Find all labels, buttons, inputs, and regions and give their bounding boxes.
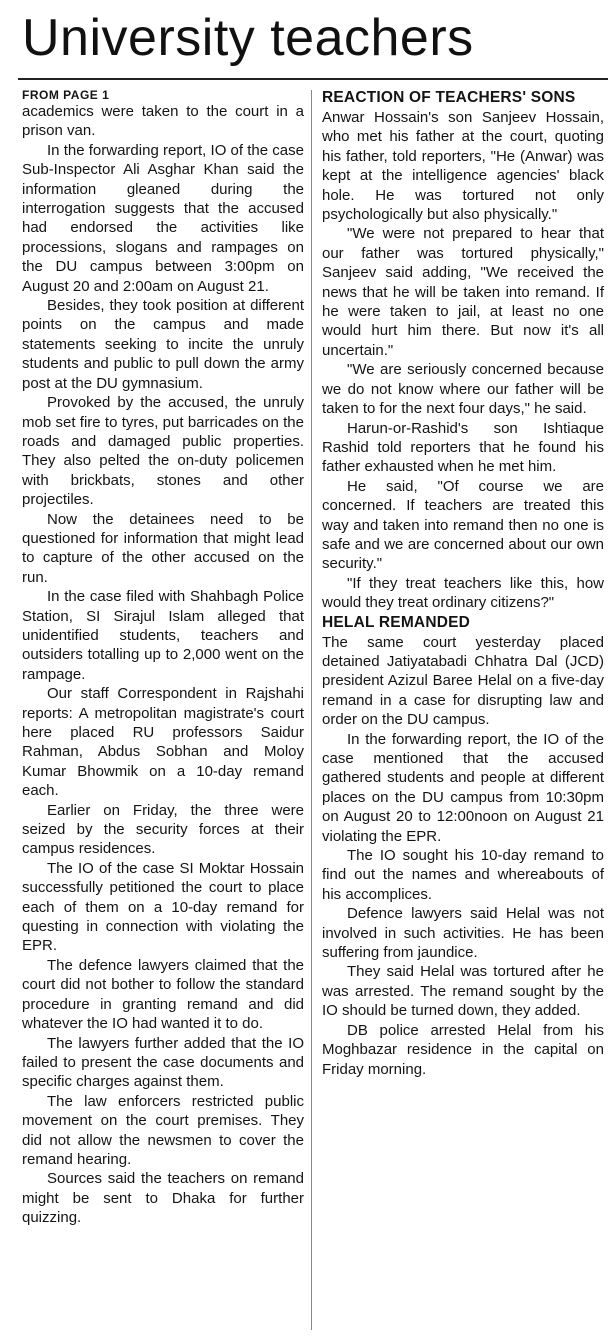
column-divider — [311, 90, 312, 1330]
paragraph: Our staff Correspondent in Rajshahi reports: A metropolitan magistrate's court here placed RU professors Saidur Rahman, Abdus Sobhan and Moloy Kumar Bhowmik on a 10-day remand each. — [22, 685, 304, 800]
paragraph: Now the detainees need to be questioned for information that might lead to capture of the other accused on the run. — [22, 510, 304, 586]
paragraph: "We were not prepared to hear that our father was tortured physically," Sanjeev said adding, "We received the news that he will be taken into remand. If he were taken to jail, at least no one would hurt him there. But now it's all uncertain." — [322, 225, 604, 359]
headline-rule — [18, 78, 608, 80]
paragraph: The lawyers further added that the IO failed to present the case documents and specific charges against them. — [22, 1034, 304, 1091]
paragraph: "We are seriously concerned because we do not know where our father will be taken to for the next four days," he said. — [322, 361, 604, 418]
paragraph: The defence lawyers claimed that the court did not bother to follow the standard procedure in granting remand and did whatever the IO had wanted it to do. — [22, 956, 304, 1033]
paragraph: academics were taken to the court in a prison van. — [22, 103, 304, 140]
paragraph: The IO sought his 10-day remand to find out the names and whereabouts of his accomplices. — [322, 847, 604, 903]
left-column — [22, 88, 304, 1228]
paragraph: "If they treat teachers like this, how would they treat ordinary citizens?" — [322, 574, 604, 612]
subheading-teachers-sons: REACTION OF TEACHERS' SONS — [322, 89, 576, 106]
paragraph: DB police arrested Helal from his Moghbazar residence in the capital on Friday morning. — [322, 1021, 604, 1078]
paragraph: Besides, they took position at different points on the campus and made statements seeking to incite the unruly students and public to pull down the army post at the DU gymnasium. — [22, 297, 304, 392]
paragraph: Harun-or-Rashid's son Ishtiaque Rashid told reporters that he found his father exhausted when he met him. — [322, 419, 604, 476]
paragraph: Earlier on Friday, the three were seized by the security forces at their campus residences. — [22, 801, 304, 858]
paragraph: In the forwarding report, IO of the case Sub-Inspector Ali Asghar Khan said the information gleaned during the interrogation suggests that the accused had endorsed the activities like processions, slogans and rampages on the DU campus between 3:00pm on August 20 and 2:00am on August 21. — [22, 141, 304, 295]
paragraph: The law enforcers restricted public movement on the court premises. They did not allow the newsmen to cover the remand hearing. — [22, 1092, 304, 1168]
paragraph: Anwar Hossain's son Sanjeev Hossain, who met his father at the court, quoting his father, told reporters, "He (Anwar) was kept at the intelligence agencies' black hole. He was tortured not only psychologically but also physically." — [322, 109, 604, 224]
paragraph: In the forwarding report, the IO of the case mentioned that the accused gathered students and people at different places on the DU campus from 10:30pm on August 20 to 12:00noon on August 21 violating the EPR. — [322, 730, 604, 845]
subheading-helal-remanded: HELAL REMANDED — [322, 613, 471, 631]
paragraph: Provoked by the accused, the unruly mob set fire to tyres, put barricades on the roads and damaged public properties. They also pelted the on-duty policemen with brickbats, stones and other projectiles. — [22, 394, 304, 509]
right-column — [322, 88, 604, 1079]
paragraph: The IO of the case SI Moktar Hossain successfully petitioned the court to place each of them on a 10-day remand for questing in connection with violating the EPR. — [22, 859, 304, 955]
paragraph: Sources said the teachers on remand might be sent to Dhaka for further quizzing. — [22, 1170, 304, 1227]
paragraph: He said, "Of course we are concerned. If teachers are treated this way and taken into remand then no one is safe and we are concerned about our own security." — [322, 477, 604, 573]
paragraph: They said Helal was tortured after he was arrested. The remand sought by the IO should be turned down, they added. — [322, 963, 604, 1020]
paragraph: In the case filed with Shahbagh Police Station, SI Sirajul Islam alleged that unidentified students, teachers and outsiders totalling up to 2,000 went on the rampage. — [22, 588, 304, 683]
headline: University teachers — [22, 9, 474, 67]
paragraph: The same court yesterday placed detained Jatiyatabadi Chhatra Dal (JCD) president Azizul Baree Helal on a five-day remand in a case for disrupting law and order on the DU campus. — [322, 633, 604, 729]
paragraph: Defence lawyers said Helal was not involved in such activities. He has been suffering from jaundice. — [322, 905, 604, 962]
from-page-label: FROM PAGE 1 — [22, 88, 110, 102]
